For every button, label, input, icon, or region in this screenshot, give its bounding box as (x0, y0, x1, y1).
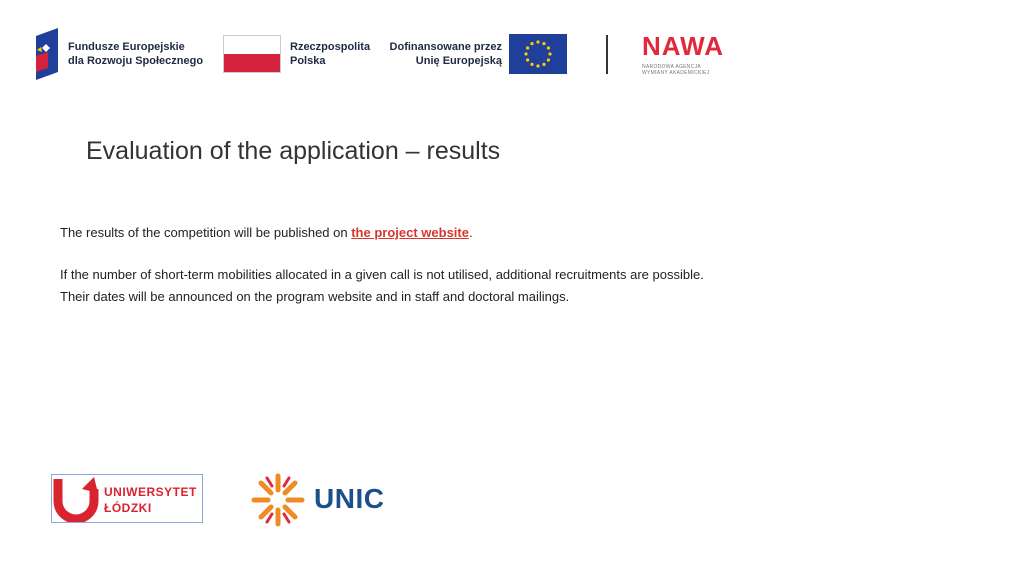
project-website-link[interactable]: the project website (351, 225, 469, 240)
header-logo-bar (0, 0, 1024, 100)
pl-line1: Rzeczpospolita (290, 41, 371, 53)
eu-stars-icon (509, 34, 567, 74)
unic-logo (250, 472, 390, 528)
eu-star-icon (542, 42, 545, 45)
unic-wordmark: UNIC (314, 483, 385, 514)
eu-star-icon (547, 58, 550, 61)
results-text-before: The results of the competition will be published on (60, 225, 352, 240)
eu-star-icon (530, 42, 533, 45)
eu-funding-text (380, 40, 502, 68)
eu-star-icon (547, 46, 550, 49)
nawa-logo (642, 32, 724, 76)
recruitment-line2: Their dates will be announced on the program website and in staff and doctoral mailings. (60, 289, 570, 304)
nawa-sub-line2: WYMIANY AKADEMICKIEJ (642, 70, 710, 76)
polish-flag-icon (223, 35, 281, 73)
pl-line2: Polska (290, 55, 326, 67)
logo-divider (606, 35, 608, 74)
results-text-after: . (468, 225, 473, 240)
unic-star-icon (250, 472, 306, 528)
fundusze-europejskie-text (68, 40, 203, 68)
fe-line1: Fundusze Europejskie (68, 41, 185, 53)
nawa-sub-line1: NARODOWA AGENCJA (642, 64, 702, 70)
nawa-subtitle (642, 64, 724, 76)
eu-star-icon (526, 58, 529, 61)
rzeczpospolita-polska-text (290, 40, 370, 68)
eu-star-icon (542, 63, 545, 66)
fe-line2: dla Rozwoju Społecznego (68, 55, 204, 67)
eu-star-icon (524, 52, 527, 55)
ul-text (104, 484, 197, 516)
eu-line2: Unię Europejską (415, 55, 502, 67)
eu-star-icon (530, 63, 533, 66)
university-of-lodz-logo (51, 474, 203, 523)
ul-line2: ŁÓDZKI (104, 501, 152, 515)
eu-star-icon (526, 46, 529, 49)
eu-line1: Dofinansowane przez (389, 41, 502, 53)
eu-star-icon (536, 40, 539, 43)
slide-title: Evaluation of the application – results (86, 137, 501, 165)
eu-star-icon (548, 52, 551, 55)
results-paragraph (60, 222, 473, 244)
ul-line1: UNIWERSYTET (104, 485, 197, 499)
fe-flag-icon (34, 28, 64, 80)
nawa-wordmark: NAWA (642, 31, 724, 61)
recruitment-line1: If the number of short-term mobilities allocated in a given call is not utilised, additional recruitments are possible. (60, 267, 704, 282)
eu-star-icon (536, 64, 539, 67)
eu-flag-icon (509, 34, 567, 74)
ul-emblem-icon (52, 475, 100, 522)
recruitment-paragraph (60, 264, 704, 308)
